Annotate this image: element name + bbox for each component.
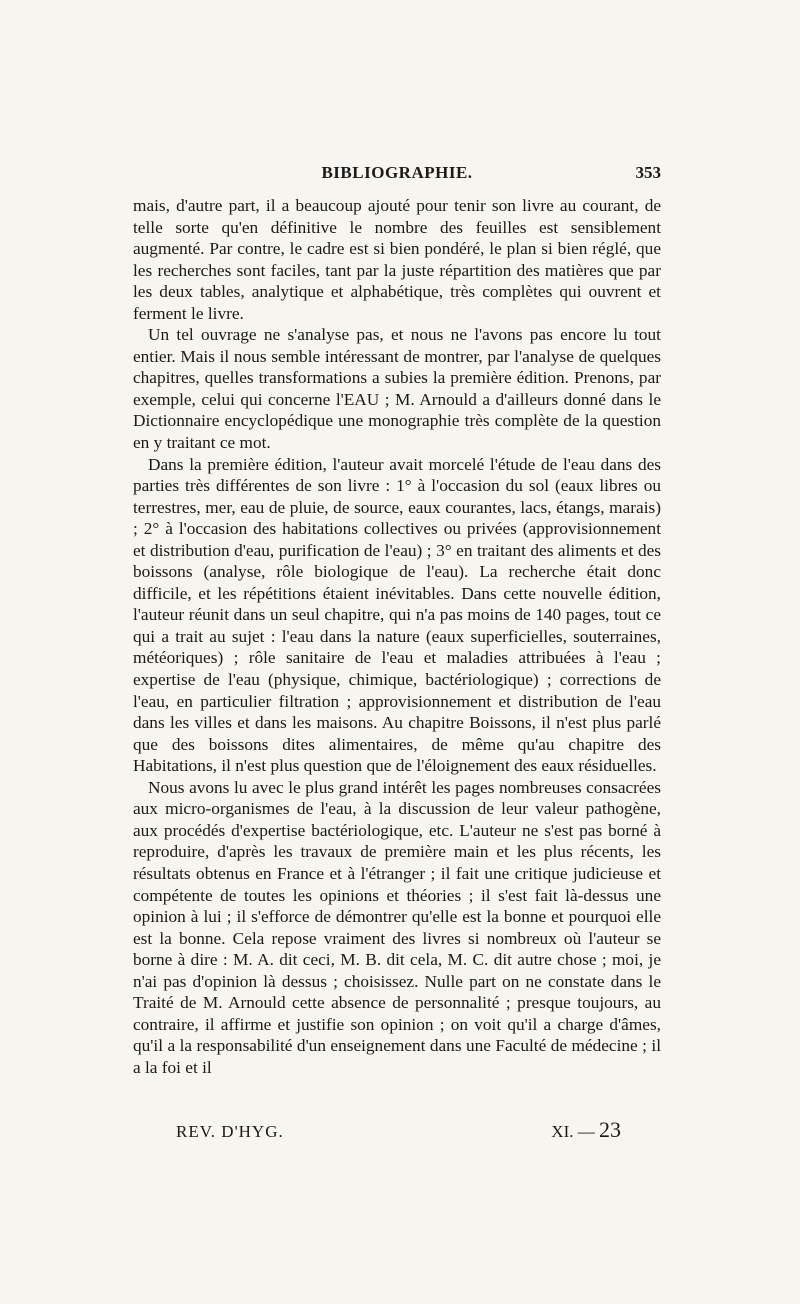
running-title: BIBLIOGRAPHIE.: [321, 163, 473, 182]
page-footer: [176, 1117, 621, 1145]
volume-number: XI. —: [551, 1122, 595, 1141]
page-number: 353: [635, 163, 661, 182]
journal-abbreviation: REV. D'HYG.: [176, 1122, 284, 1141]
paragraph-2: Un tel ouvrage ne s'analyse pas, et nous ne l'avons pas encore lu tout entier. Mais il nous semble intéressant de montrer, par l'analyse de quelques chapitres, quelles transformations a subies la première édition. Prenons, par exemple, celui qui concerne l'EAU ; M. Arnould a d'ailleurs donné dans le Dictionnaire encyclopédique une monographie très complète de la question en y traitant ce mot.: [133, 325, 661, 453]
paragraph-3: Dans la première édition, l'auteur avait morcelé l'étude de l'eau dans des parties très différentes de son livre : 1° à l'occasion du sol (eaux libres ou terrestres, mer, eau de pluie, de source, eaux courantes, lacs, étangs, marais) ; 2° à l'occasion des habitations collectives ou privées (approvisionnement et distribution d'eau, purification de l'eau) ; 3° en traitant des aliments et des boissons (analyse, rôle biologique de l'eau). La recherche était donc difficile, et les répétitions étaient inévitables. Dans cette nouvelle édition, l'auteur réunit dans un seul chapitre, qui n'a pas moins de 140 pages, tout ce qui a trait au sujet : l'eau dans la nature (eaux superficielles, souterraines, météoriques) ; rôle sanitaire de l'eau et maladies attribuées à l'eau ; expertise de l'eau (physique, chimique, bactériologique) ; corrections de l'eau, en particulier filtration ; approvisionnement et distribution de l'eau dans les villes et dans les maisons. Au chapitre Boissons, il n'est plus parlé que des boissons dites alimentaires, de même qu'au chapitre des Habitations, il n'est plus question que de l'éloignement des eaux résiduelles.: [133, 454, 661, 776]
body-text: [133, 195, 661, 1078]
paragraph-4: Nous avons lu avec le plus grand intérêt les pages nombreuses consacrées aux micro-organismes de l'eau, à la discussion de leur valeur pathogène, aux procédés d'expertise bactériologique, etc. L'auteur ne s'est pas borné à reproduire, d'après les travaux de première main et les plus récents, les résultats obtenus en France et à l'étranger ; il fait une critique judicieuse et compétente de toutes les opinions et théories ; il s'est fait là-dessus une opinion à lui ; il s'efforce de démontrer qu'elle est la bonne et pourquoi elle est la bonne. Cela repose vraiment des livres si nombreux où l'auteur se borne à dire : M. A. dit ceci, M. B. dit cela, M. C. dit autre chose ; moi, je n'ai pas d'opinion là dessus ; choisissez. Nulle part on ne constate dans le Traité de M. Arnould cette absence de personnalité ; presque toujours, au contraire, il affirme et justifie son opinion ; on voit qu'il a charge d'âmes, qu'il a la responsabilité d'un enseignement dans une Faculté de médecine ; il a la foi et il: [133, 777, 661, 1077]
paragraph-1: mais, d'autre part, il a beaucoup ajouté pour tenir son livre au courant, de telle sorte qu'en définitive le nombre des feuilles est sensiblement augmenté. Par contre, le cadre est si bien pondéré, le plan si bien réglé, que les recherches sont faciles, tant par la juste répartition des matières que par les deux tables, analytique et alphabétique, très complètes qui ouvrent et ferment le livre.: [133, 196, 661, 323]
sheet-signature: [551, 1117, 621, 1143]
page-header: [133, 163, 661, 187]
sheet-number: 23: [599, 1117, 621, 1142]
